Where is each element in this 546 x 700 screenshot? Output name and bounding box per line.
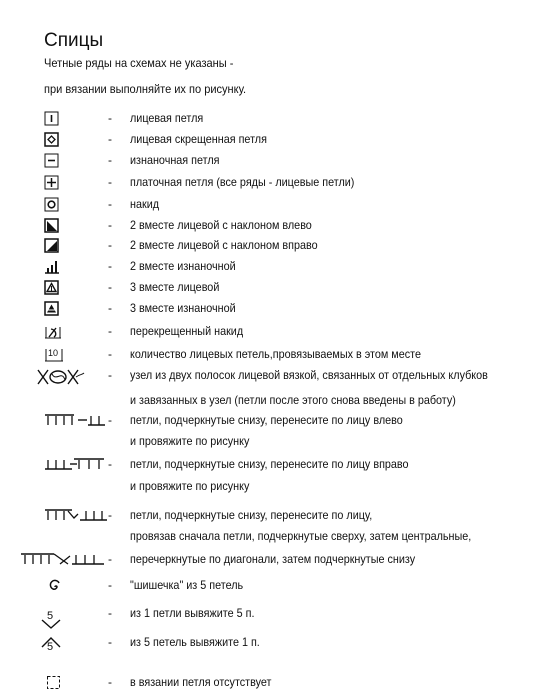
knit-stitch-icon (44, 111, 60, 127)
legend-text: в вязании петля отсутствует (130, 675, 272, 689)
legend-row (0, 197, 546, 217)
legend-row (0, 324, 546, 344)
legend-text-continued: и провяжите по рисунку (130, 434, 250, 448)
legend-text: накид (130, 197, 160, 211)
k3tog-icon (44, 280, 60, 296)
legend-row (0, 175, 546, 195)
knit-count-icon (44, 347, 64, 363)
legend-text: узел из двух полосок лицевой вязкой, связанных от отдельных клубков (130, 368, 488, 382)
increase-1-to-5-icon (40, 606, 62, 628)
legend-text: петли, подчеркнутые снизу, перенесите по лицу влево (130, 413, 403, 427)
yarn-over-icon (44, 197, 60, 213)
legend-dash: - (108, 675, 112, 689)
legend-row (0, 457, 546, 477)
legend-row (0, 132, 546, 152)
legend-dash: - (108, 578, 112, 592)
legend-row (0, 153, 546, 173)
increase-label: 5 (47, 610, 54, 622)
legend-dash: - (108, 606, 112, 620)
legend-dash: - (108, 218, 112, 232)
legend-dash: - (108, 238, 112, 252)
twisted-knit-stitch-icon (44, 132, 60, 148)
legend-text: 2 вместе лицевой с наклоном вправо (130, 238, 318, 252)
legend-row (0, 238, 546, 258)
legend-row (0, 552, 546, 572)
legend-dash: - (108, 508, 112, 522)
garter-stitch-icon (44, 175, 60, 191)
legend-row (0, 413, 546, 433)
legend-dash: - (108, 347, 112, 361)
cross-right-icon (44, 457, 106, 471)
legend-dash: - (108, 111, 112, 125)
legend-text: лицевая скрещенная петля (130, 132, 267, 146)
legend-text: перекрещенный накид (130, 324, 244, 338)
legend-dash: - (108, 552, 112, 566)
legend-dash: - (108, 153, 112, 167)
legend-row (0, 111, 546, 131)
legend-dash: - (108, 175, 112, 189)
legend-dash: - (108, 280, 112, 294)
intro-line-1: Четные ряды на схемах не указаны - (44, 56, 234, 70)
legend-text: 3 вместе изнаночной (130, 301, 236, 315)
knot-icon (36, 366, 86, 388)
legend-dash: - (108, 368, 112, 382)
legend-row (0, 218, 546, 238)
legend-text: количество лицевых петель,провязываемых в этом месте (130, 347, 421, 361)
legend-dash: - (108, 259, 112, 273)
legend-text: платочная петля (все ряды - лицевые петли) (130, 175, 355, 189)
legend-text-continued: провязав сначала петли, подчеркнутые сверху, затем центральные, (130, 529, 472, 543)
legend-text: изнаночная петля (130, 153, 220, 167)
legend-dash: - (108, 324, 112, 338)
no-stitch-icon (46, 675, 62, 691)
legend-text-continued: и провяжите по рисунку (130, 479, 250, 493)
legend-text: лицевая петля (130, 111, 204, 125)
cross-left-icon (44, 413, 106, 427)
legend-dash: - (108, 197, 112, 211)
k2tog-left-icon (44, 218, 60, 234)
legend-row (0, 635, 546, 655)
legend-row (0, 259, 546, 279)
intro-line-2: при вязании выполняйте их по рисунку. (44, 82, 247, 96)
legend-text: "шишечка" из 5 петель (130, 578, 244, 592)
k2tog-right-icon (44, 238, 60, 254)
legend-text: 2 вместе лицевой с наклоном влево (130, 218, 312, 232)
legend-dash: - (108, 301, 112, 315)
legend-text: перечеркнутые по диагонали, затем подчеркнутые снизу (130, 552, 416, 566)
legend-dash: - (108, 132, 112, 146)
legend-row (0, 347, 546, 367)
page-title: Спицы (44, 30, 104, 51)
legend-row (0, 368, 546, 388)
decrease-label: 5 (47, 641, 54, 653)
legend-row (0, 301, 546, 321)
p3tog-icon (44, 301, 60, 317)
legend-row (0, 606, 546, 626)
legend-row (0, 508, 546, 528)
legend-dash: - (108, 457, 112, 471)
bobble-icon (48, 578, 64, 596)
p2tog-icon (44, 259, 60, 275)
legend-text: из 1 петли вывяжите 5 п. (130, 606, 255, 620)
purl-stitch-icon (44, 153, 60, 169)
legend-dash: - (108, 413, 112, 427)
knit-count-label: 10 (48, 348, 59, 358)
diagonal-cross-icon (20, 552, 106, 566)
legend-text: 3 вместе лицевой (130, 280, 220, 294)
crossed-yarn-over-icon (44, 324, 62, 340)
legend-text: петли, подчеркнутые снизу, перенесите по лицу вправо (130, 457, 409, 471)
legend-text: из 5 петель вывяжите 1 п. (130, 635, 260, 649)
legend-text-continued: и завязанных в узел (петли после этого снова введены в работу) (130, 393, 456, 407)
legend-dash: - (108, 635, 112, 649)
legend-row (0, 578, 546, 598)
legend-text: петли, подчеркнутые снизу, перенесите по лицу, (130, 508, 373, 522)
legend-row (0, 675, 546, 695)
cross-center-icon (44, 508, 108, 522)
legend-text: 2 вместе изнаночной (130, 259, 236, 273)
decrease-5-to-1-icon (40, 635, 62, 657)
legend-row (0, 280, 546, 300)
